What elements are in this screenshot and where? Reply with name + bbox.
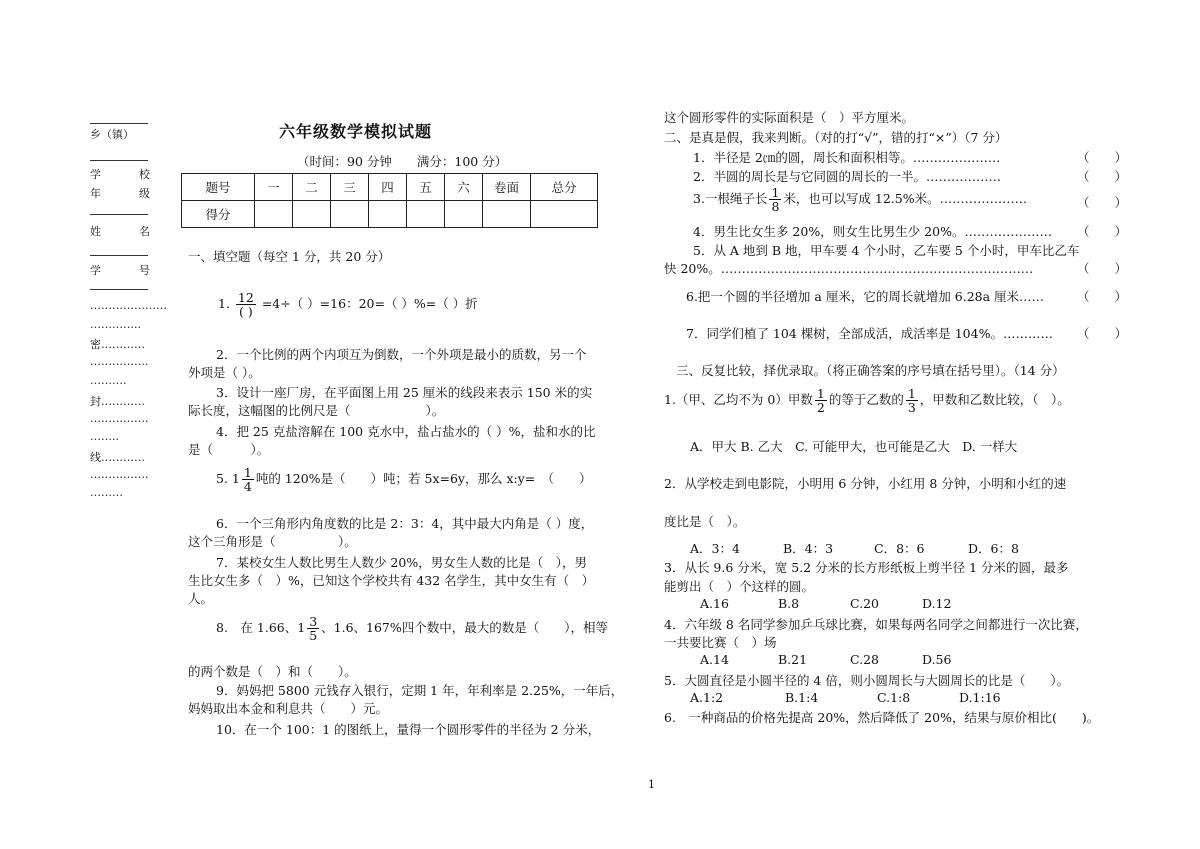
choice-6-line1: 6. 一种商品的价格先提高 20%，然后降低了 20%，结果与原价相比( )。	[664, 710, 1100, 725]
answer-bracket[interactable]: （ ）	[1077, 150, 1128, 165]
section3-heading: 三、反复比较，择优录取。（将正确答案的序号填在括号里）。（14 分）	[676, 363, 1065, 378]
choice-3-line2: 能剪出（ ）个这样的圆。	[664, 579, 815, 594]
score-entry-cell[interactable]	[293, 201, 331, 228]
seal-mi: 密…………	[90, 338, 145, 351]
question-2-line1: 2．一个比例的两个内项互为倒数，一个外项是最小的质数，另一个	[216, 347, 587, 362]
fraction: $\frac{1}{3}$	[907, 386, 916, 416]
judge-5-line1: 5．从 A 地到 B 地，甲车要 4 个小时，乙车要 5 个小时，甲车比乙车	[693, 243, 1080, 258]
score-table-cell: 二	[293, 174, 331, 201]
question-1: 1. $\frac{12}{( )}$ =4÷（ ）=16：20=（ ）%=（ ）折	[218, 290, 478, 320]
seal-feng: 封…………	[90, 395, 145, 408]
score-entry-cell[interactable]	[483, 201, 531, 228]
answer-bracket[interactable]: （ ）	[1077, 289, 1128, 304]
score-entry-cell[interactable]	[369, 201, 407, 228]
answer-bracket[interactable]: （ ）	[1077, 261, 1128, 276]
fraction: $\frac{1}{2}$	[816, 386, 825, 416]
choice-2-option: B．4：3	[783, 541, 834, 556]
page-title: 六年级数学模拟试题	[279, 122, 433, 141]
choice-5-option: D.1:16	[959, 690, 1001, 705]
section1-heading: 一、填空题（每空 1 分，共 20 分）	[188, 249, 391, 264]
judge-1: 1．半径是 2㎝的圆，周长和面积相等。…………………	[693, 150, 1001, 165]
name-label: 姓 名	[90, 225, 150, 238]
question-4-line1: 4．把 25 克盐溶解在 100 克水中，盐占盐水的（ ）%，盐和水的比	[216, 424, 596, 439]
question-7-line2: 生比女生多（ ）%，已知这个学校共有 432 名学生，其中女生有（ ）	[188, 573, 595, 588]
score-table-cell: 四	[369, 174, 407, 201]
judge-2: 2．半圆的周长是与它同圆的周长的一半。………………	[693, 169, 1001, 184]
question-9-line1: 9．妈妈把 5800 元钱存入银行，定期 1 年，年利率是 2.25%，一年后，	[216, 683, 624, 698]
answer-bracket[interactable]: （ ）	[1077, 195, 1128, 210]
fill-line	[90, 123, 148, 124]
choice-3-line1: 3．从长 9.6 分米，宽 5.2 分米的长方形纸板上剪半径 1 分米的圆，最多	[664, 560, 1069, 575]
question-5: 5. 1 $\frac{1}{4}$ 吨的 120%是（ ）吨；若 5x=6y，那么 x:y= （ ）	[216, 465, 592, 495]
choice-4-line1: 4．六年级 8 名同学参加乒乓球比赛，如果每两名同学之间都进行一次比赛，	[664, 617, 1088, 632]
choice-5-option: A.1:2	[690, 690, 724, 705]
judge-3: 3.一根绳子长 $\frac{1}{8}$ 米，也可以写成 12.5%米。…………………	[693, 185, 1028, 215]
choice-2-option: C．8：6	[874, 541, 925, 556]
xiang-label: 乡（镇）	[90, 128, 134, 141]
choice-3-option: C.20	[850, 596, 879, 611]
fraction: $\frac{3}{5}$	[309, 614, 318, 644]
question-10-line1: 10．在一个 100：1 的图纸上，量得一个圆形零件的半径为 2 分米，	[216, 722, 601, 737]
score-table-cell: 五	[407, 174, 445, 201]
school-label: 学 校	[90, 168, 150, 181]
dotted-line: …………….	[90, 468, 149, 481]
choice-4-option: B.21	[778, 652, 808, 667]
judge-5-line2: 快 20%。…………………………………………………………………	[664, 261, 1034, 276]
answer-bracket[interactable]: （ ）	[1077, 169, 1128, 184]
fill-line	[90, 160, 148, 161]
choice-3-option: A.16	[700, 596, 729, 611]
score-table-cell: 题号	[182, 174, 255, 201]
question-7-line1: 7．某校女生人数比男生人数少 20%，男女生人数的比是（ ），男	[216, 555, 587, 570]
answer-bracket[interactable]: （ ）	[1077, 224, 1128, 239]
choice-3-option: B.8	[778, 596, 800, 611]
choice-5-option: B.1:4	[785, 690, 819, 705]
choice-4-option: D.56	[922, 652, 952, 667]
dotted-line: ……….	[90, 374, 127, 387]
question-8-line2: 的两个数是（ ）和（ ）。	[188, 664, 357, 679]
question-6-line2: 这个三角形是（ ）。	[188, 534, 357, 549]
question-7-line3: 人。	[188, 591, 214, 606]
page-number: 1	[648, 778, 655, 791]
choice-1-options: A．甲大 B. 乙大 C. 可能甲大，也可能是乙大 D. 一样大	[690, 439, 1018, 454]
choice-2-option: A．3：4	[690, 541, 740, 556]
fraction: $\frac{1}{4}$	[243, 465, 252, 495]
question-6-line1: 6．一个三角形内角度数的比是 2：3：4，其中最大内角是（ ）度，	[216, 516, 594, 531]
choice-3-option: D.12	[922, 596, 952, 611]
choice-5-option: C.1:8	[877, 690, 911, 705]
fraction: $\frac{12}{( )}$	[237, 290, 254, 320]
score-entry-cell[interactable]	[531, 201, 598, 228]
fraction: $\frac{1}{8}$	[771, 185, 780, 215]
seal-xian: 线…………	[90, 451, 145, 464]
fill-line	[90, 214, 148, 215]
score-table-cell: 得分	[182, 201, 255, 228]
choice-2-option: D．6：8	[968, 541, 1019, 556]
question-3-line1: 3．设计一座厂房，在平面图上用 25 厘米的线段来表示 150 米的实	[216, 385, 593, 400]
score-table-score-row	[182, 201, 598, 228]
student-id-label: 学 号	[90, 264, 150, 277]
score-entry-cell[interactable]	[331, 201, 369, 228]
score-entry-cell[interactable]	[255, 201, 293, 228]
score-table-cell: 六	[445, 174, 483, 201]
judge-6: 6.把一个圆的半径增加 a 厘米，它的周长就增加 6.28a 厘米……	[686, 289, 1045, 304]
grade-label: 年 级	[90, 187, 150, 200]
score-entry-cell[interactable]	[445, 201, 483, 228]
dotted-line: …………….	[90, 412, 149, 425]
judge-7: 7．同学们植了 104 棵树，全部成活，成活率是 104%。…………	[686, 326, 1053, 341]
score-table-cell: 一	[255, 174, 293, 201]
section2-heading: 二、是真是假，我来判断。（对的打“√”，错的打“×”）（7 分）	[664, 130, 1008, 145]
fill-line	[90, 289, 148, 290]
fill-line	[90, 255, 148, 256]
score-table-cell: 总分	[531, 174, 598, 201]
dotted-line: ……..	[90, 430, 119, 443]
question-8: 8. 在 1.66、1 $\frac{3}{5}$ 、1.6、167%四个数中，最大的数是（ ），相等	[216, 614, 609, 644]
question-3-line2: 际长度，这幅图的比例尺是（ ）。	[188, 403, 445, 418]
choice-4-option: C.28	[850, 652, 879, 667]
choice-1: 1.（甲、乙均不为 0）甲数 $\frac{1}{2}$ 的等于乙数的 $\frac{1}{3}$ ，甲数和乙数比较，（ ）。	[664, 386, 1070, 416]
score-table-cell: 三	[331, 174, 369, 201]
exam-subtitle: （时间：90 分钟 满分：100 分）	[297, 154, 508, 169]
answer-bracket[interactable]: （ ）	[1077, 326, 1128, 341]
score-table-header-row	[182, 174, 598, 201]
choice-2-line1: 2．从学校走到电影院，小明用 6 分钟，小红用 8 分钟，小明和小红的速	[664, 476, 1067, 491]
choice-4-line2: 一共要比赛（ ）场	[664, 635, 777, 650]
dotted-line: …………..	[90, 318, 141, 331]
question-4-line2: 是（ ）。	[188, 442, 270, 457]
score-table	[181, 173, 598, 228]
choice-2-line2: 度比是（ ）。	[664, 514, 746, 529]
dotted-line: …………………	[90, 299, 167, 312]
question-10-continued: 这个圆形零件的实际面积是（ ）平方厘米。	[664, 110, 915, 125]
dotted-line: ………	[90, 486, 123, 499]
choice-4-option: A.14	[700, 652, 729, 667]
score-entry-cell[interactable]	[407, 201, 445, 228]
score-table-cell: 卷面	[483, 174, 531, 201]
question-2-line2: 外项是（ ）。	[188, 365, 261, 380]
choice-5-line1: 5．大圆直径是小圆半径的 4 倍，则小圆周长与大圆周长的比是（ ）。	[664, 673, 1070, 688]
judge-4: 4．男生比女生多 20%，则女生比男生少 20%。…………………	[693, 224, 1052, 239]
dotted-line: …………….	[90, 355, 149, 368]
question-9-line2: 妈妈取出本金和利息共（ ）元。	[188, 701, 389, 716]
